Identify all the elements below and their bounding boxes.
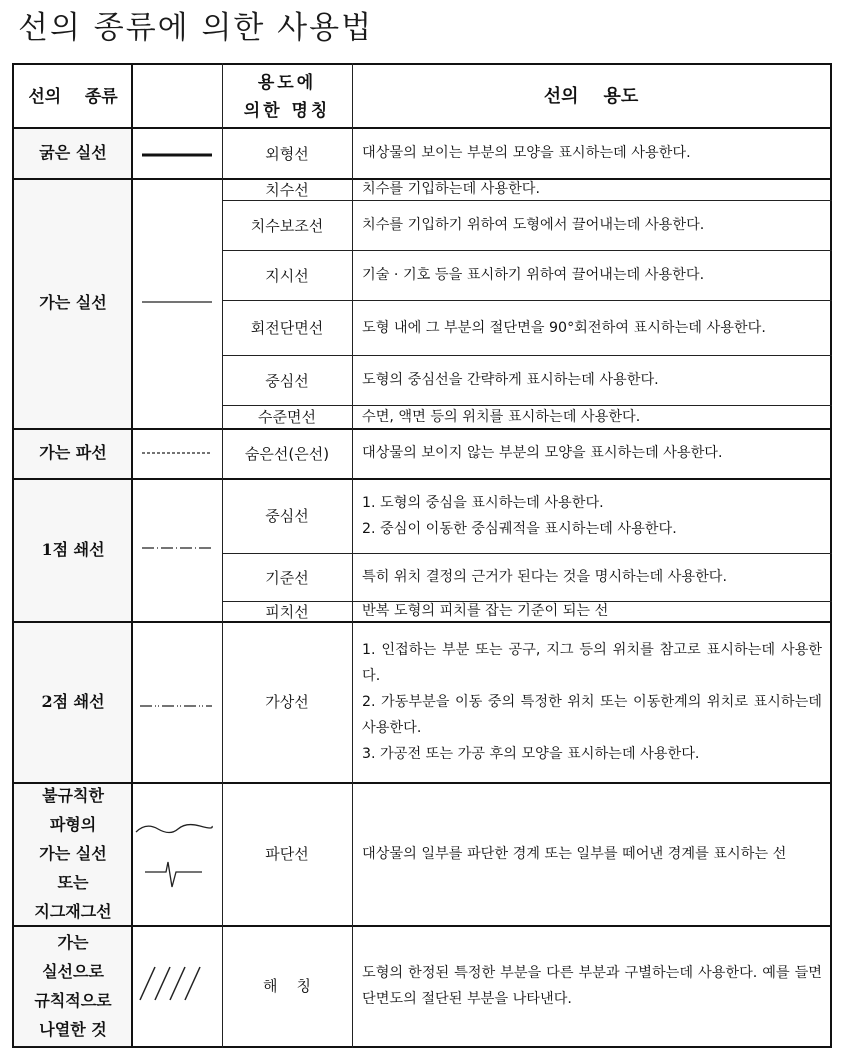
kind-hatch: 가는 실선으로 규칙적으로 나열한 것 xyxy=(34,932,112,1039)
row-name: 중심선 xyxy=(265,507,309,525)
kind-dash-dot: 1점 쇄선 xyxy=(41,539,105,559)
row-description xyxy=(352,553,830,601)
description-line: 도형 내에 그 부분의 절단면을 90°회전하여 표시하는데 사용한다. xyxy=(362,319,766,336)
description-line: 기술 · 기호 등을 표시하기 위하여 끌어내는데 사용한다. xyxy=(362,267,705,283)
description-line: 3. 가공전 또는 가공 후의 모양을 표시하는데 사용한다. xyxy=(362,745,700,762)
row-description xyxy=(352,428,830,478)
header-name: 용도에 의한 명칭 xyxy=(243,72,331,121)
description-line: 대상물의 보이는 부분의 모양을 표시하는데 사용한다. xyxy=(362,145,691,161)
kind-thin-dashed: 가는 파선 xyxy=(39,443,107,462)
row-name: 가상선 xyxy=(265,693,309,711)
row-description xyxy=(352,601,830,621)
row-description xyxy=(352,478,830,553)
description-line: 2. 중심이 이동한 중심궤적을 표시하는데 사용한다. xyxy=(362,520,677,537)
header-kind: 선의 종류 xyxy=(28,86,118,107)
row-description xyxy=(352,200,830,250)
row-name: 외형선 xyxy=(265,144,309,163)
description-line: 대상물의 일부를 파단한 경계 또는 일부를 떼어낸 경계를 표시하는 선 xyxy=(362,845,787,862)
kind-thin-solid: 가는 실선 xyxy=(39,293,107,312)
row-name: 해 칭 xyxy=(262,977,312,995)
description-line: 2. 가동부분을 이동 중의 특정한 위치 또는 이동한계의 위치로 표시하는데 사용한다. xyxy=(362,693,822,736)
description-line: 도형의 한정된 특정한 부분을 다른 부분과 구별하는데 사용한다. 예를 들면 단면도의 절단된 부분을 나타낸다. xyxy=(362,964,822,1007)
row-name: 회전단면선 xyxy=(250,319,324,337)
row-description xyxy=(352,300,830,355)
description-line: 반복 도형의 피치를 잡는 기준이 되는 선 xyxy=(362,603,609,619)
kind-wavy-zigzag: 불규칙한 파형의 가는 실선 또는 지그재그선 xyxy=(34,786,112,921)
kind-thick-solid: 굵은 실선 xyxy=(39,143,107,162)
description-line: 치수를 기입하는데 사용한다. xyxy=(362,181,540,197)
row-description xyxy=(352,128,830,178)
row-description xyxy=(352,355,830,405)
row-name: 기준선 xyxy=(265,568,309,587)
description-line: 치수를 기입하기 위하여 도형에서 끌어내는데 사용한다. xyxy=(362,217,705,233)
row-name: 중심선 xyxy=(265,371,309,390)
row-description xyxy=(352,405,830,428)
description-line: 수면, 액면 등의 위치를 표시하는데 사용한다. xyxy=(362,408,641,425)
row-name: 수준면선 xyxy=(258,408,316,426)
row-name: 치수보조선 xyxy=(250,216,324,235)
description-line: 도형의 중심선을 간략하게 표시하는데 사용한다. xyxy=(362,372,659,388)
row-description xyxy=(352,250,830,300)
row-description xyxy=(352,178,830,200)
description-line: 1. 인접하는 부분 또는 공구, 지그 등의 위치를 참고로 표시하는데 사용한다. xyxy=(362,641,822,684)
row-name: 지시선 xyxy=(265,266,309,285)
description-line: 특히 위치 결정의 근거가 된다는 것을 명시하는데 사용한다. xyxy=(362,569,728,585)
row-name: 피치선 xyxy=(265,602,309,621)
page-title: 선의 종류에 의한 사용법 xyxy=(18,10,374,46)
row-name: 파단선 xyxy=(265,845,309,863)
row-description xyxy=(352,621,830,782)
description-line: 대상물의 보이지 않는 부분의 모양을 표시하는데 사용한다. xyxy=(362,445,723,461)
row-description xyxy=(352,925,830,1046)
row-name: 치수선 xyxy=(265,180,309,199)
header-usage: 선의 용도 xyxy=(543,85,639,107)
kind-dash-double-dot: 2점 쇄선 xyxy=(41,691,105,711)
row-name: 숨은선(은선) xyxy=(244,444,330,463)
description-line: 1. 도형의 중심을 표시하는데 사용한다. xyxy=(362,494,604,511)
row-description xyxy=(352,782,830,925)
